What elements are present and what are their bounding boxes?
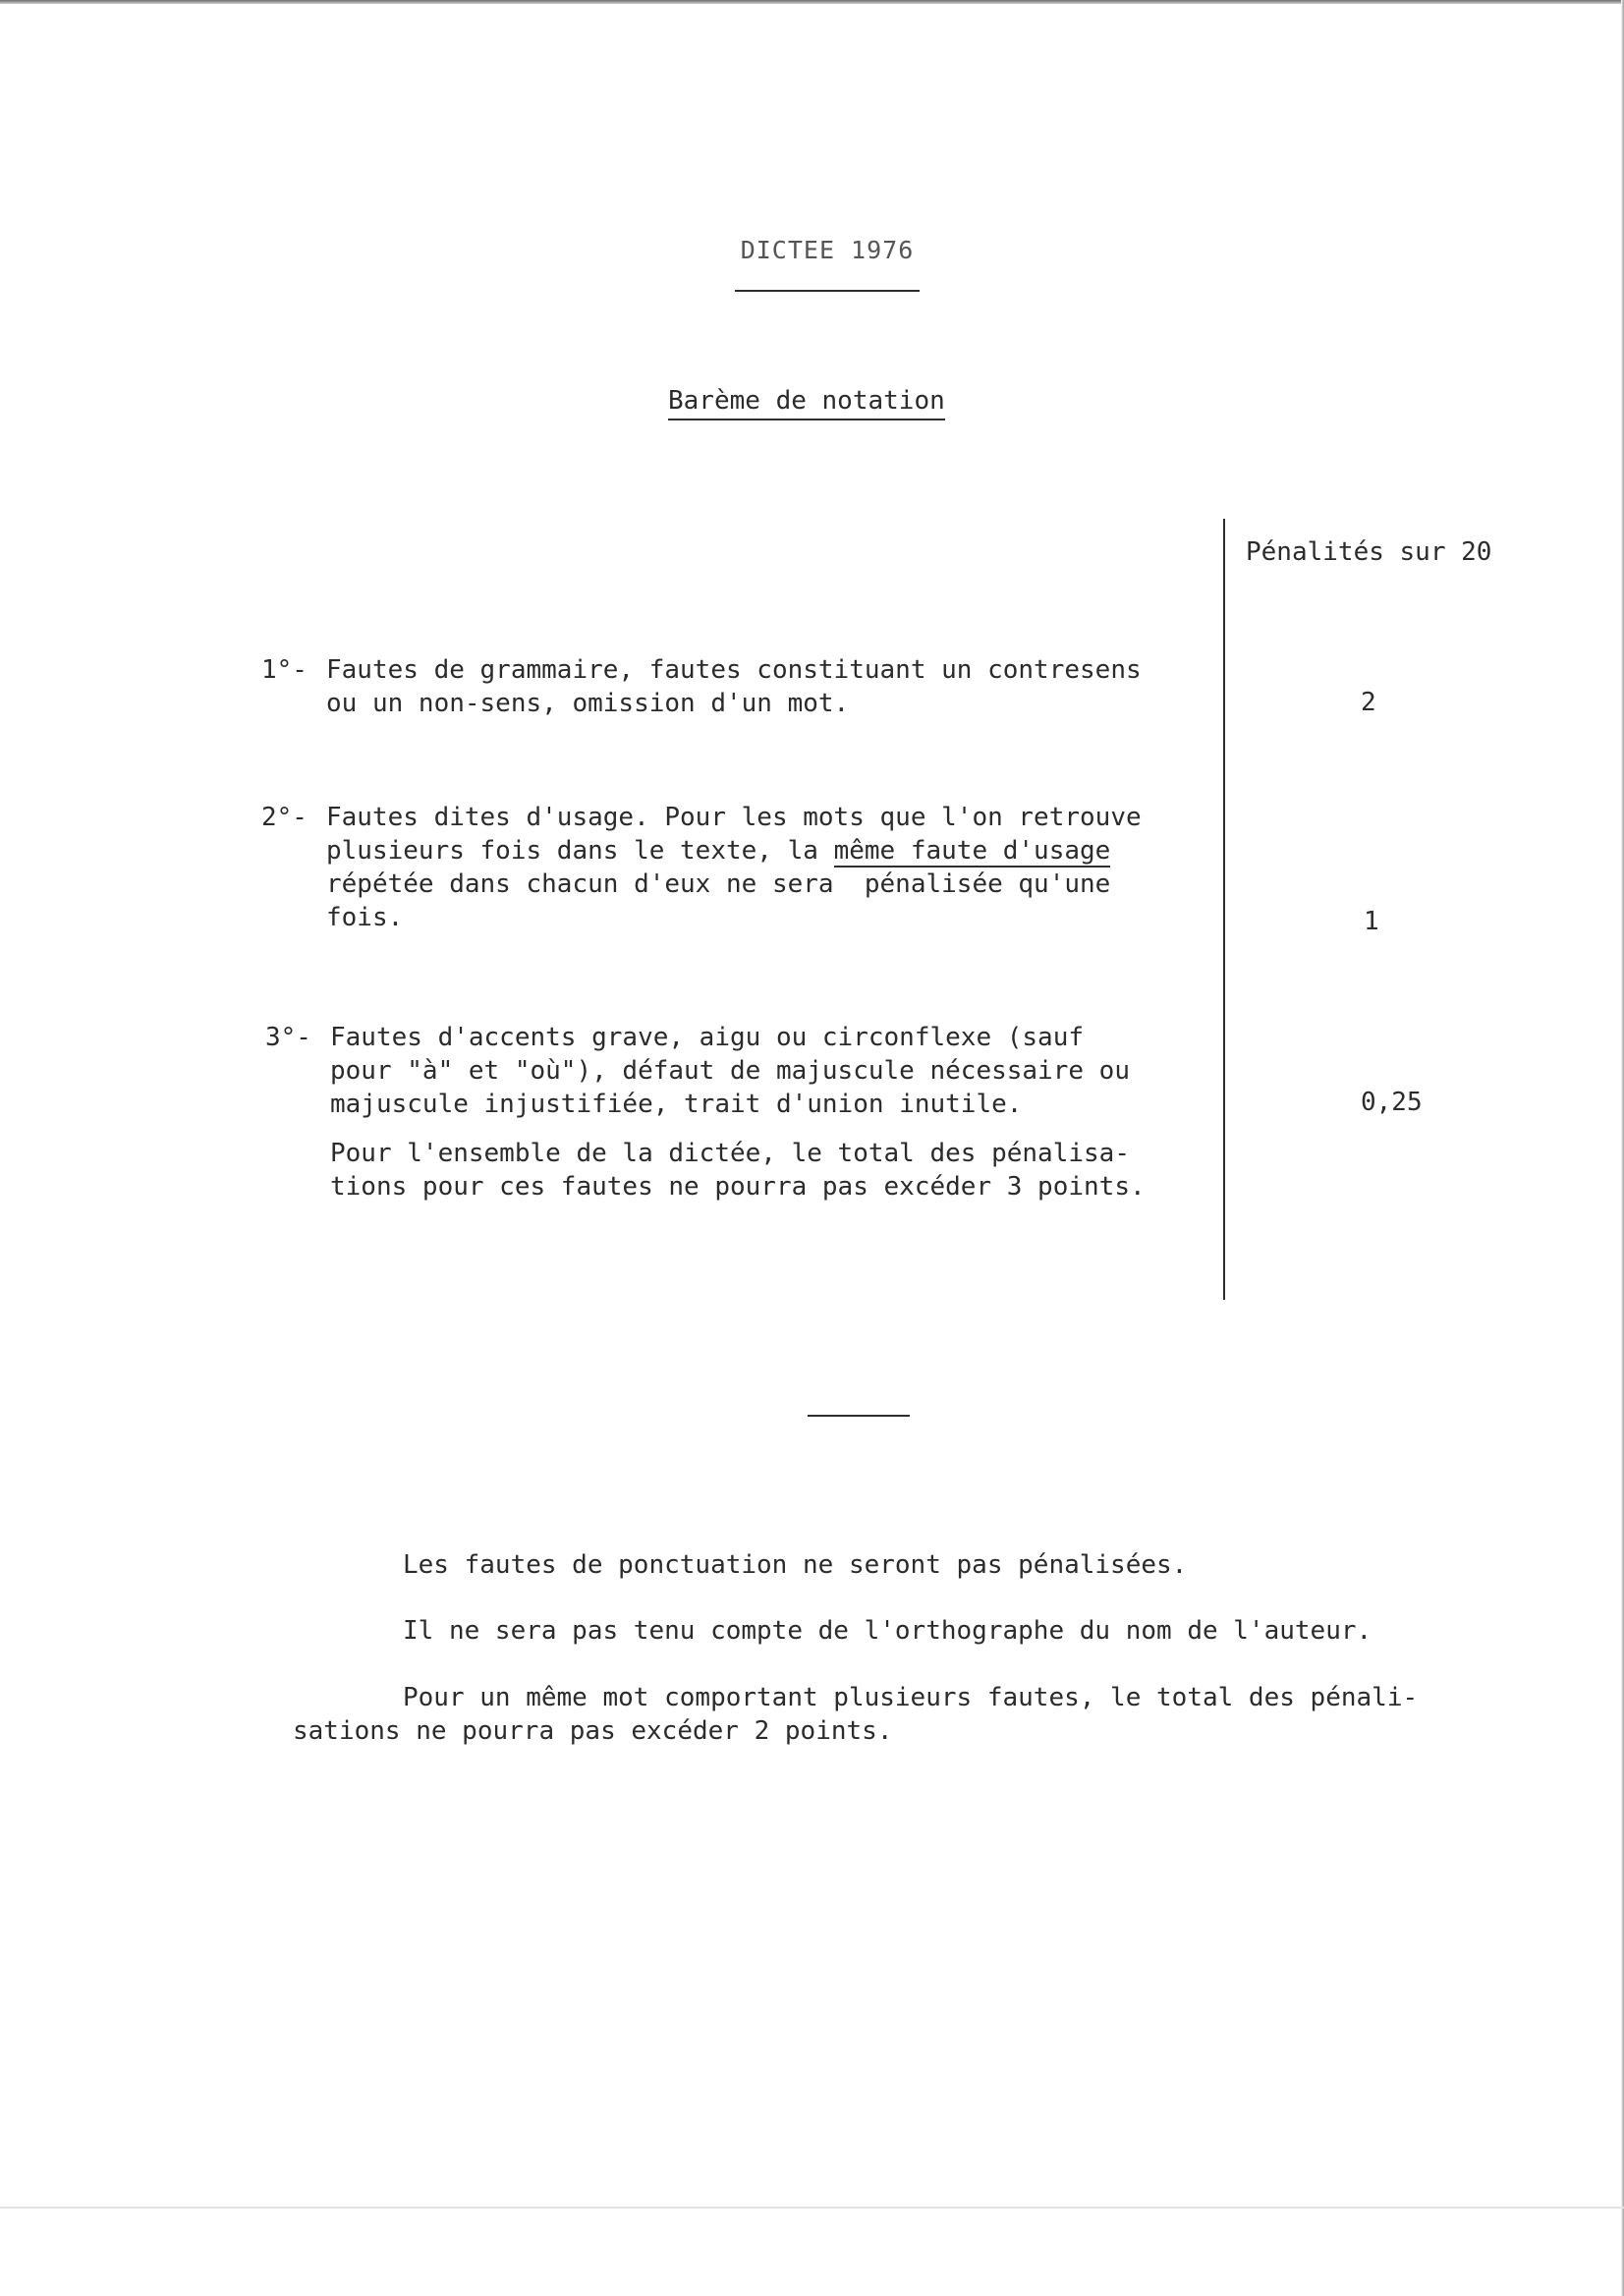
rule-item-number: 2°-	[261, 803, 308, 832]
rule-item-3	[265, 1021, 1130, 1121]
underlined-phrase: même faute d'usage	[833, 836, 1111, 866]
column-divider	[1223, 519, 1225, 1300]
page-subtitle: Barème de notation	[668, 386, 945, 420]
penalty-value-1: 2	[1361, 688, 1376, 717]
rule-item-text: Fautes de grammaire, fautes constituant un contresens ou un non-sens, omission d'un mot.	[326, 655, 1142, 718]
note-multiple-faults-line1: Pour un même mot comportant plusieurs fautes, le total des pénali-	[403, 1683, 1419, 1712]
rule-item-2	[261, 801, 1142, 932]
rule-item-text: Fautes dites d'usage. Pour les mots que l'on retrouve plusieurs fois dans le texte, la même faute d'usage répétée dans chacun d'eux ne sera pénalisée qu'une fois.	[326, 803, 1142, 932]
rule-item-3-note: Pour l'ensemble de la dictée, le total des pénalisa- tions pour ces fautes ne pourra pas excéder 3 points.	[330, 1139, 1146, 1202]
page-edge-bottom	[0, 2207, 1624, 2209]
section-separator	[808, 1415, 910, 1417]
page-title: DICTEE 1976	[740, 236, 915, 264]
penalty-value-2: 1	[1364, 907, 1379, 936]
note-author-name: Il ne sera pas tenu compte de l'orthographe du nom de l'auteur.	[403, 1616, 1372, 1646]
rule-item-1	[261, 653, 1142, 754]
note-punctuation: Les fautes de ponctuation ne seront pas pénalisées.	[403, 1550, 1188, 1580]
note-multiple-faults-line2: sations ne pourra pas excéder 2 points.	[293, 1716, 893, 1746]
title-underline	[735, 290, 920, 292]
page-edge-top	[0, 0, 1624, 4]
rule-item-number: 3°-	[265, 1023, 311, 1052]
penalty-value-3: 0,25	[1361, 1088, 1423, 1117]
rule-item-text: Fautes d'accents grave, aigu ou circonflexe (sauf pour "à" et "où"), défaut de majuscule nécessaire ou majuscule injustifiée, trait d'union inutile.	[330, 1023, 1130, 1119]
penalty-column-header: Pénalités sur 20	[1246, 537, 1492, 567]
rule-item-number: 1°-	[261, 655, 308, 685]
